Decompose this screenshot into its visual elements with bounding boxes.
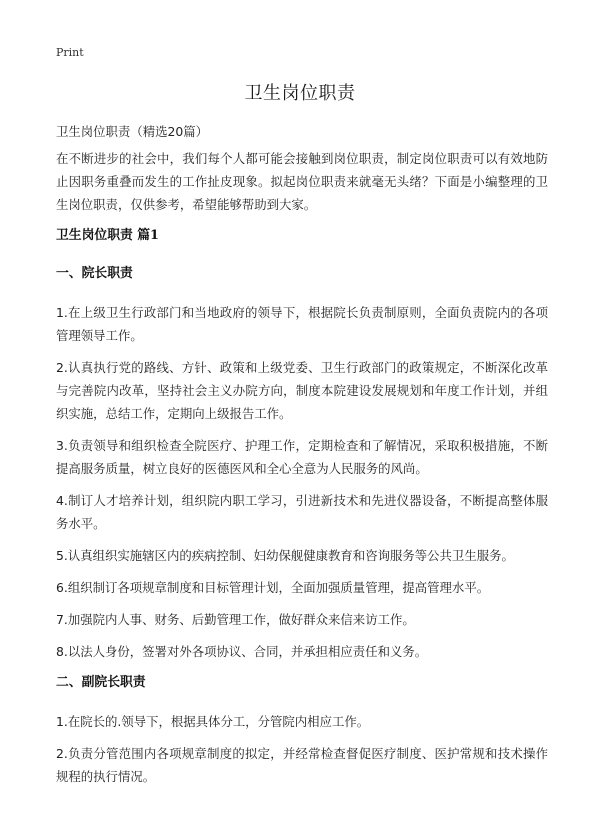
list-item: 2.认真执行党的路线、方针、政策和上级党委、卫生行政部门的政策规定，不断深化改革与完善院内改革，坚持社会主义办院方向，制度本院建设发展规划和年度工作计划，并组织实施，总结工作，定期向上级报告工作。	[56, 360, 548, 421]
document-subtitle: 卫生岗位职责（精选20篇）	[56, 124, 209, 139]
list-item: 7.加强院内人事、财务、后勤管理工作，做好群众来信来访工作。	[56, 612, 415, 627]
section-title: 卫生岗位职责 篇1	[56, 228, 159, 243]
list-item: 6.组织制订各项规章制度和目标管理计划，全面加强质量管理，提高管理水平。	[56, 580, 490, 595]
list-item: 3.负责领导和组织检查全院医疗、护理工作，定期检查和了解情况，采取积极措施，不断提高服务质量，树立良好的医德医风和全心全意为人民服务的风尚。	[56, 438, 548, 476]
print-label: Print	[56, 46, 84, 59]
list-item: 5.认真组织实施辖区内的疾病控制、妇幼保舰健康教育和咨询服务等公共卫生服务。	[56, 548, 514, 563]
document-title: 卫生岗位职责	[244, 83, 356, 104]
list-item: 1.在上级卫生行政部门和当地政府的领导下，根据院长负责制原则，全面负责院内的各项管理领导工作。	[56, 305, 548, 343]
document-body	[56, 120, 548, 797]
list-item: 2.负责分管范围内各项规章制度的拟定，并经常检查督促医疗制度、医护常规和技术操作规程的执行情况。	[56, 746, 548, 784]
list-item: 4.制订人才培养计划，组织院内职工学习，引进新技术和先进仪器设备，不断提高整体服务水平。	[56, 493, 548, 531]
list-item: 8.以法人身份，签署对外各项协议、合同，并承担相应责任和义务。	[56, 644, 428, 659]
list-item: 1.在院长的.领导下，根据具体分工，分管院内相应工作。	[56, 714, 370, 729]
intro-paragraph: 在不断进步的社会中，我们每个人都可能会接触到岗位职责，制定岗位职责可以有效地防止因职务重叠而发生的工作扯皮现象。拟起岗位职责来就毫无头绪？下面是小编整理的卫生岗位职责，仅供参考，希望能够帮助到大家。	[56, 151, 548, 212]
part2-heading: 二、副院长职责	[56, 675, 146, 690]
part1-heading: 一、院长职责	[56, 266, 133, 281]
